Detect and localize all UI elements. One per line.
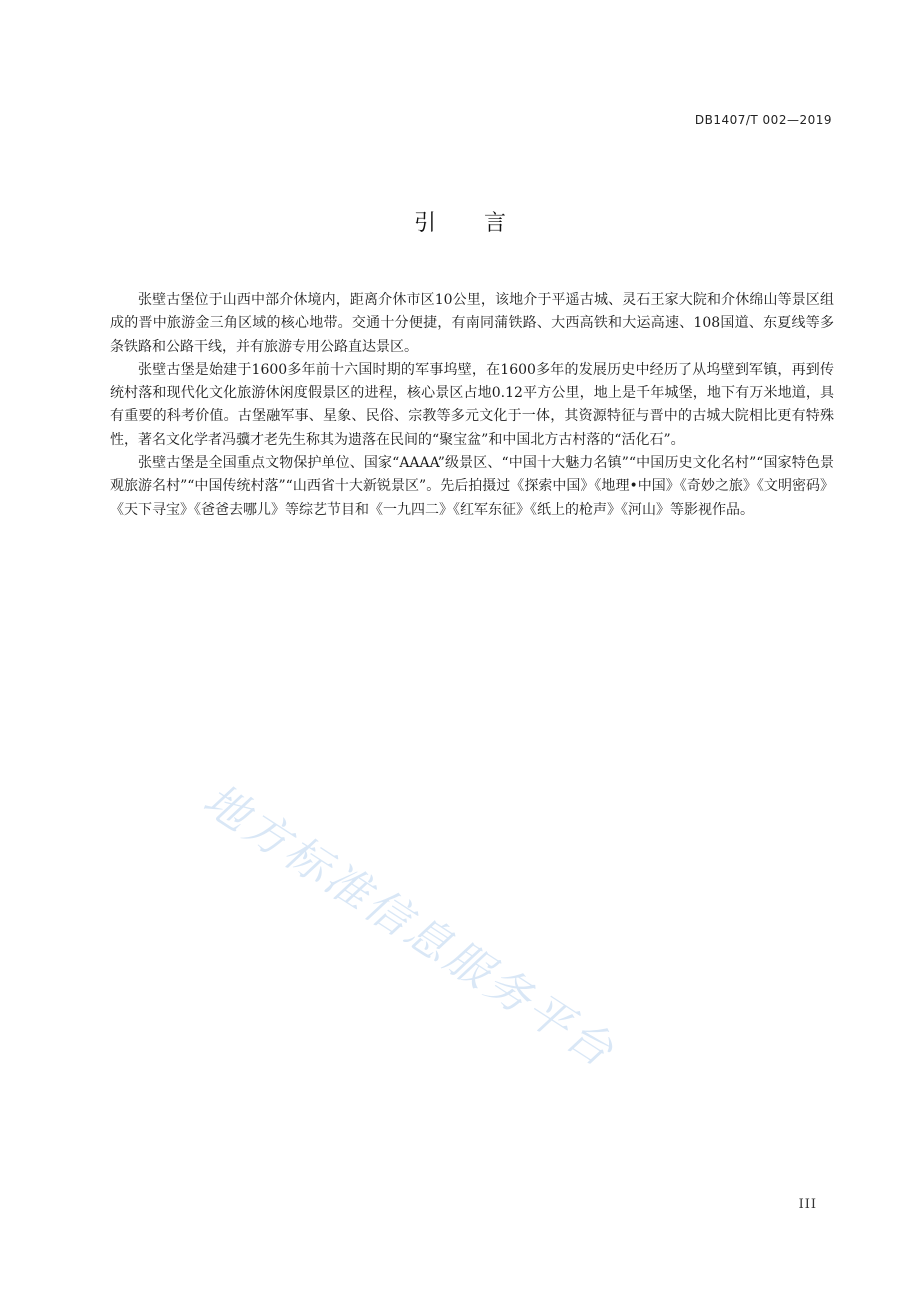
paragraph-history: 张壁古堡是始建于1600多年前十六国时期的军事坞壁，在1600多年的发展历史中经历了从坞壁到军镇，再到传统村落和现代化文化旅游休闲度假景区的进程，核心景区占地0.12平方公里，地上是千年城堡，地下有万米地道，具有重要的科考价值。古堡融军事、星象、民俗、宗教等多元文化于一体，其资源特征与晋中的古城大院相比更有特殊性，著名文化学者冯骥才老先生称其为遗落在民间的“聚宝盆”和中国北方古村落的“活化石”。	[110, 361, 834, 448]
standard-code: DB1407/T 002—2019	[694, 113, 832, 127]
page-number: III	[798, 1197, 817, 1212]
paragraph-location: 张壁古堡位于山西中部介休境内，距离介休市区10公里，该地介于平遥古城、灵石王家大院和介休绵山等景区组成的晋中旅游金三角区域的核心地带。交通十分便捷，有南同蒲铁路、大西高铁和大运高速、108国道、东夏线等多条铁路和公路干线，并有旅游专用公路直达景区。	[110, 292, 834, 355]
introduction-body	[110, 289, 834, 522]
paragraph-honors: 张壁古堡是全国重点文物保护单位、国家“AAAA”级景区、“中国十大魅力名镇”“中国历史文化名村”“国家特色景观旅游名村”“中国传统村落”“山西省十大新锐景区”。先后拍摄过《探索中国》《地理•中国》《奇妙之旅》《文明密码》《天下寻宝》《爸爸去哪儿》等综艺节目和《一九四二》《红军东征》《纸上的枪声》《河山》等影视作品。	[110, 455, 834, 518]
watermark: 地方标准信息服务平台	[194, 774, 625, 1079]
section-title: 引言	[413, 211, 554, 236]
